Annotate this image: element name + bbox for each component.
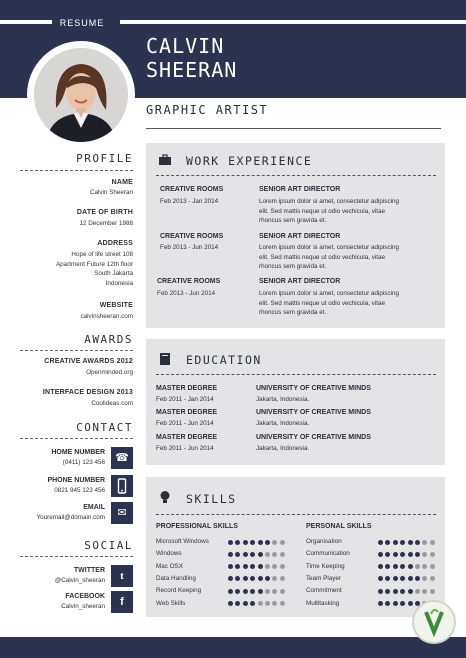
rating-dot-filled <box>250 589 255 594</box>
mobile-phone-icon <box>111 475 133 497</box>
rating-dot-filled <box>265 576 270 581</box>
home-number-label: HOME NUMBER <box>51 449 105 456</box>
rating-dot-empty <box>280 576 285 581</box>
phone-number-label: PHONE NUMBER <box>47 477 105 484</box>
school-location: Jakarta, Indonesia. <box>256 396 310 403</box>
rating-dot-empty <box>422 540 427 545</box>
lightbulb-icon <box>158 490 172 504</box>
job-description-line: elit. Sed mattis neque ut odio vechicula, vitae <box>259 207 386 215</box>
rating-dot-empty <box>280 540 285 545</box>
rating-dot-filled <box>408 552 413 557</box>
rating-dot-filled <box>385 552 390 557</box>
rating-dot-filled <box>400 589 405 594</box>
rating-dot-filled <box>228 564 233 569</box>
rating-dot-filled <box>393 540 398 545</box>
awards-heading: AWARDS <box>84 333 133 346</box>
rating-dot-filled <box>228 589 233 594</box>
book-icon <box>158 352 172 366</box>
divider <box>20 438 133 439</box>
rating-dot-filled <box>243 540 248 545</box>
rating-dot-filled <box>385 564 390 569</box>
rating-dot-filled <box>250 576 255 581</box>
rating-dot-filled <box>378 540 383 545</box>
email-value[interactable]: Youremail@domain.com <box>36 514 105 521</box>
award-title: CREATIVE AWARDS 2012 <box>44 358 133 365</box>
skill-rating <box>228 576 287 582</box>
school: UNIVERSITY OF CREATIVE MINDS <box>256 409 371 416</box>
rating-dot-filled <box>265 540 270 545</box>
person-name <box>146 34 237 82</box>
rating-dot-filled <box>415 540 420 545</box>
rating-dot-filled <box>400 576 405 581</box>
professional-skills-heading: PROFESSIONAL SKILLS <box>156 523 238 530</box>
rating-dot-empty <box>265 601 270 606</box>
skill-rating <box>228 564 287 570</box>
job-company: CREATIVE ROOMS <box>160 233 224 240</box>
rating-dot-filled <box>378 552 383 557</box>
rating-dot-filled <box>408 576 413 581</box>
skill-rating <box>378 576 437 582</box>
award-source: Coolideas.com <box>91 400 133 407</box>
job-description <box>259 197 429 226</box>
rating-dot-empty <box>265 589 270 594</box>
skill-name: Microsoft Windows <box>156 538 209 545</box>
rating-dot-empty <box>430 576 435 581</box>
rating-dot-filled <box>408 540 413 545</box>
rating-dot-empty <box>430 540 435 545</box>
job-dates: Feb 2013 - Jun 2014 <box>160 244 219 251</box>
email-label: EMAIL <box>83 504 105 511</box>
profile-photo <box>34 48 128 142</box>
education-dates: Feb 2011 - Jun 2014 <box>156 420 214 427</box>
address-line: Hope of life street 108 <box>71 251 133 258</box>
skill-rating <box>378 552 437 558</box>
skill-name: Web Skills <box>156 599 186 607</box>
skill-name: Mac OSX <box>156 562 183 570</box>
skill-name: Record Keeping <box>156 587 202 595</box>
job-description-line: elit. Sed mattis neque ut odio vechicula, vitae <box>259 253 386 261</box>
watermark-logo <box>412 600 456 644</box>
rating-dot-filled <box>415 576 420 581</box>
job-description <box>259 243 429 272</box>
job-description-line: rhoncus sem gravida et. <box>259 217 327 224</box>
rating-dot-empty <box>272 576 277 581</box>
rating-dot-filled <box>258 589 263 594</box>
twitter-handle[interactable]: @Calvin_sheeran <box>54 577 105 584</box>
rating-dot-filled <box>250 552 255 557</box>
skill-rating <box>228 601 287 607</box>
rating-dot-filled <box>235 601 240 606</box>
rating-dot-filled <box>415 552 420 557</box>
award-source: Openminded.org <box>86 369 133 376</box>
divider <box>20 556 133 557</box>
rating-dot-filled <box>408 564 413 569</box>
rating-dot-filled <box>385 576 390 581</box>
rating-dot-filled <box>378 589 383 594</box>
rating-dot-empty <box>265 564 270 569</box>
rating-dot-filled <box>250 540 255 545</box>
rating-dot-empty <box>430 564 435 569</box>
rating-dot-filled <box>243 576 248 581</box>
rating-dot-filled <box>228 601 233 606</box>
job-description <box>259 289 429 318</box>
job-description-line: rhoncus sem gravida et. <box>259 309 327 316</box>
job-company: CREATIVE ROOMS <box>160 186 224 193</box>
rating-dot-filled <box>378 576 383 581</box>
skill-name: Communication <box>306 550 350 558</box>
rating-dot-filled <box>258 576 263 581</box>
rating-dot-empty <box>415 564 420 569</box>
rating-dot-filled <box>250 564 255 569</box>
rating-dot-filled <box>243 601 248 606</box>
rating-dot-filled <box>258 552 263 557</box>
skill-rating <box>378 564 437 570</box>
job-dates: Feb 2013 - Jun 2014 <box>157 290 216 297</box>
briefcase-icon <box>158 153 172 167</box>
rating-dot-empty <box>272 589 277 594</box>
job-role: SENIOR ART DIRECTOR <box>259 278 341 285</box>
job-description-line: rhoncus sem gravida et. <box>259 263 327 270</box>
rating-dot-filled <box>235 564 240 569</box>
skill-rating <box>378 589 437 595</box>
twitter-icon: t <box>111 565 133 587</box>
envelope-icon: ✉ <box>111 502 133 524</box>
first-name: CALVIN <box>146 34 225 58</box>
facebook-icon: f <box>111 591 133 613</box>
rating-dot-filled <box>400 540 405 545</box>
rating-dot-empty <box>422 589 427 594</box>
phone-number-value: 0821 945 123 456 <box>54 487 105 494</box>
rating-dot-filled <box>385 540 390 545</box>
social-heading: SOCIAL <box>84 539 133 552</box>
skills-panel <box>146 477 445 617</box>
rating-dot-empty <box>280 589 285 594</box>
name-label: NAME <box>111 179 133 186</box>
job-title: GRAPHIC ARTIST <box>146 103 269 117</box>
divider <box>20 170 133 171</box>
address-line: South Jakarta <box>94 270 133 277</box>
dob-value: 12 December 1988 <box>79 220 133 227</box>
resume-tab: RESUME <box>52 13 112 33</box>
rating-dot-empty <box>272 564 277 569</box>
skill-name: Windows <box>156 550 182 558</box>
facebook-handle[interactable]: Calvin_sheeran <box>61 603 105 610</box>
rating-dot-filled <box>250 601 255 606</box>
header-stripe <box>120 20 466 24</box>
rating-dot-filled <box>385 589 390 594</box>
skill-name: Organisation <box>306 538 342 545</box>
contact-heading: CONTACT <box>76 421 133 434</box>
rating-dot-filled <box>393 552 398 557</box>
work-experience-heading: WORK EXPERIENCE <box>186 154 313 168</box>
address-line: Apartment Future 12th floor <box>55 260 133 268</box>
job-dates: Feb 2013 - Jan 2014 <box>160 198 219 205</box>
school: UNIVERSITY OF CREATIVE MINDS <box>256 434 371 441</box>
name-value: Calvin Sheeran <box>89 189 133 196</box>
rating-dot-filled <box>400 552 405 557</box>
rating-dot-filled <box>258 540 263 545</box>
divider <box>156 175 436 176</box>
skill-rating <box>228 552 287 558</box>
rating-dot-empty <box>265 552 270 557</box>
job-role: SENIOR ART DIRECTOR <box>259 186 341 193</box>
rating-dot-filled <box>385 601 390 606</box>
personal-skills-heading: PERSONAL SKILLS <box>306 523 372 530</box>
degree: MASTER DEGREE <box>156 385 218 392</box>
skill-rating <box>378 540 437 546</box>
rating-dot-empty <box>280 601 285 606</box>
address-label: ADDRESS <box>97 240 133 247</box>
rating-dot-empty <box>422 576 427 581</box>
rating-dot-filled <box>228 576 233 581</box>
rating-dot-filled <box>393 601 398 606</box>
rating-dot-filled <box>235 589 240 594</box>
divider <box>20 350 133 351</box>
skill-name: Multitasking <box>306 599 340 607</box>
job-description-line: Lorem ipsum dolor si amet, consectetur adipiscing <box>259 198 399 205</box>
facebook-label: FACEBOOK <box>65 593 105 600</box>
work-experience-panel <box>146 143 445 328</box>
job-company: CREATIVE ROOMS <box>157 278 221 285</box>
rating-dot-empty <box>422 564 427 569</box>
rating-dot-filled <box>243 552 248 557</box>
rating-dot-filled <box>400 601 405 606</box>
home-number-value: (0411) 123 456 <box>62 459 105 466</box>
divider <box>146 128 441 129</box>
rating-dot-filled <box>408 601 413 606</box>
job-description-line: Lorem ipsum dolor si amet, consectetur adipiscing <box>259 244 399 251</box>
skill-name: Commitment <box>306 587 342 595</box>
divider <box>156 374 436 375</box>
rating-dot-empty <box>272 601 277 606</box>
rating-dot-filled <box>243 589 248 594</box>
school: UNIVERSITY OF CREATIVE MINDS <box>256 385 371 392</box>
rating-dot-filled <box>228 540 233 545</box>
education-panel <box>146 339 445 465</box>
rating-dot-empty <box>272 552 277 557</box>
skill-name: Data Handling <box>156 574 196 582</box>
rating-dot-empty <box>258 601 263 606</box>
rating-dot-filled <box>393 576 398 581</box>
address-line: Indonesia <box>105 279 133 287</box>
rating-dot-filled <box>393 564 398 569</box>
last-name: SHEERAN <box>146 58 238 82</box>
rating-dot-empty <box>272 540 277 545</box>
skill-name: Team Player <box>306 574 341 582</box>
header-stripe <box>0 20 52 24</box>
rating-dot-empty <box>280 564 285 569</box>
skills-heading: SKILLS <box>186 492 237 506</box>
rating-dot-filled <box>235 552 240 557</box>
education-dates: Feb 2011 - Jan 2014 <box>156 396 214 403</box>
rating-dot-filled <box>235 540 240 545</box>
rating-dot-filled <box>378 564 383 569</box>
award-title: INTERFACE DESIGN 2013 <box>42 389 133 396</box>
telephone-icon: ☎ <box>111 447 133 469</box>
dob-label: DATE OF BIRTH <box>76 209 133 216</box>
rating-dot-filled <box>235 576 240 581</box>
rating-dot-filled <box>258 564 263 569</box>
skill-rating <box>228 589 287 595</box>
rating-dot-empty <box>422 552 427 557</box>
address-value <box>20 250 133 288</box>
rating-dot-filled <box>408 589 413 594</box>
rating-dot-empty <box>430 552 435 557</box>
rating-dot-filled <box>228 552 233 557</box>
school-location: Jakarta, Indonesia. <box>256 420 310 427</box>
rating-dot-filled <box>400 564 405 569</box>
skill-name: Time Keeping <box>306 562 345 570</box>
education-dates: Feb 2011 - Jun 2014 <box>156 445 214 452</box>
skill-rating <box>228 540 287 546</box>
rating-dot-filled <box>393 589 398 594</box>
website-label: WEBSITE <box>99 302 133 309</box>
education-heading: EDUCATION <box>186 353 262 367</box>
job-description-line: Lorem ipsum dolor si amet, consectetur adipiscing <box>259 290 399 297</box>
degree: MASTER DEGREE <box>156 409 218 416</box>
divider <box>156 514 436 515</box>
job-role: SENIOR ART DIRECTOR <box>259 233 341 240</box>
job-description-line: elit. Sed mattis neque ut odio vechicula, vitae <box>259 299 386 307</box>
degree: MASTER DEGREE <box>156 434 218 441</box>
rating-dot-empty <box>280 552 285 557</box>
school-location: Jakarta, Indonesia. <box>256 445 310 452</box>
twitter-label: TWITTER <box>73 567 105 574</box>
rating-dot-empty <box>430 589 435 594</box>
website-value[interactable]: calvinsheeran.com <box>80 313 133 320</box>
footer-band <box>0 637 466 658</box>
rating-dot-empty <box>415 589 420 594</box>
rating-dot-filled <box>378 601 383 606</box>
rating-dot-filled <box>243 564 248 569</box>
profile-heading: PROFILE <box>76 152 133 165</box>
